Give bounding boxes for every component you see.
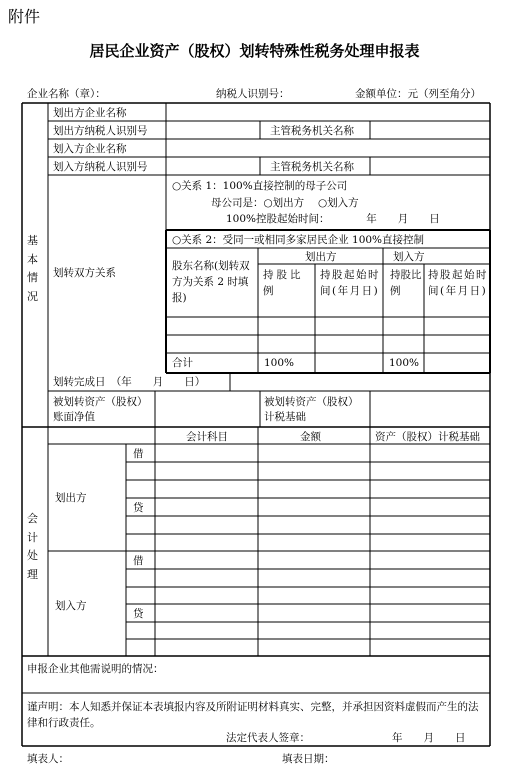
total-label: 合计 [172,357,193,369]
relation-1-parent-choice[interactable]: 母公司是：○划出方 ○划入方 [211,197,359,209]
declaration-date: 年 月 日 [392,732,466,744]
in-company-label: 划入方企业名称 [53,143,127,155]
in-credit-label: 贷 [133,608,144,620]
page-title: 居民企业资产（股权）划转特殊性税务处理申报表 [89,42,420,60]
out-taxid-label: 划出方纳税人识别号 [53,125,148,137]
other-notes-label: 申报企业其他需说明的情况： [27,663,164,675]
in-debit-label: 借 [133,555,144,567]
col-amount-header: 金额 [300,431,321,443]
in-side-header: 划入方 [393,251,425,263]
total-in-ratio: 100% [389,357,420,369]
acct-in-side-label: 划入方 [55,600,87,612]
out-start-header: 持股起始时间(年月日) [320,269,380,297]
tax-office-label-1: 主管税务机关名称 [270,125,354,137]
filler-label: 填表人： [27,753,69,765]
relation-label: 划转双方关系 [53,267,116,279]
tax-basis-label: 被划转资产（股权）计税基础 [264,396,359,424]
accounting-section-label: 会计处理 [27,512,38,582]
in-ratio-header: 持股比例 [390,269,422,297]
total-out-ratio: 100% [264,357,295,369]
out-side-header: 划出方 [305,251,337,263]
acct-out-side-label: 划出方 [55,492,87,504]
relation-1-option[interactable]: ○关系 1：100%直接控制的母子公司 [172,180,348,192]
shareholder-name-header: 股东名称(划转双方为关系 2 时填报) [172,260,250,304]
amount-unit-label: 金额单位：元（列至角分） [355,88,481,100]
fill-date-label: 填表日期： [282,753,335,765]
completion-date-label: 划转完成日 （年 月 日） [53,376,206,388]
legal-rep-signature-label: 法定代表人签章： [226,732,310,744]
basic-info-section-label: 基本情况 [27,234,38,304]
in-taxid-label: 划入方纳税人识别号 [53,161,148,173]
taxpayer-id-field[interactable]: 纳税人识别号： [216,88,290,100]
relation-2-option[interactable]: ○关系 2：受同一或相同多家居民企业 100%直接控制 [172,234,425,246]
declaration-text: 谨声明：本人知悉并保证本表填报内容及所附证明材料真实、完整，并承担因资料虚假而产生的法律和行政责任。 [27,701,479,730]
col-subject-header: 会计科目 [186,431,228,443]
attachment-label: 附件 [8,7,41,26]
out-company-label: 划出方企业名称 [53,107,127,119]
col-basis-header: 资产（股权）计税基础 [375,431,480,443]
relation-1-start-date[interactable]: 100%控股起始时间： 年 月 日 [226,213,440,225]
tax-office-label-2: 主管税务机关名称 [270,161,354,173]
out-credit-label: 贷 [133,502,144,514]
out-debit-label: 借 [133,448,144,460]
company-name-field[interactable]: 企业名称（章）： [27,88,106,100]
in-start-header: 持股起始时间(年月日) [428,269,488,297]
book-value-label: 被划转资产（股权）账面净值 [53,396,148,424]
out-ratio-header: 持股比例 [263,269,304,297]
